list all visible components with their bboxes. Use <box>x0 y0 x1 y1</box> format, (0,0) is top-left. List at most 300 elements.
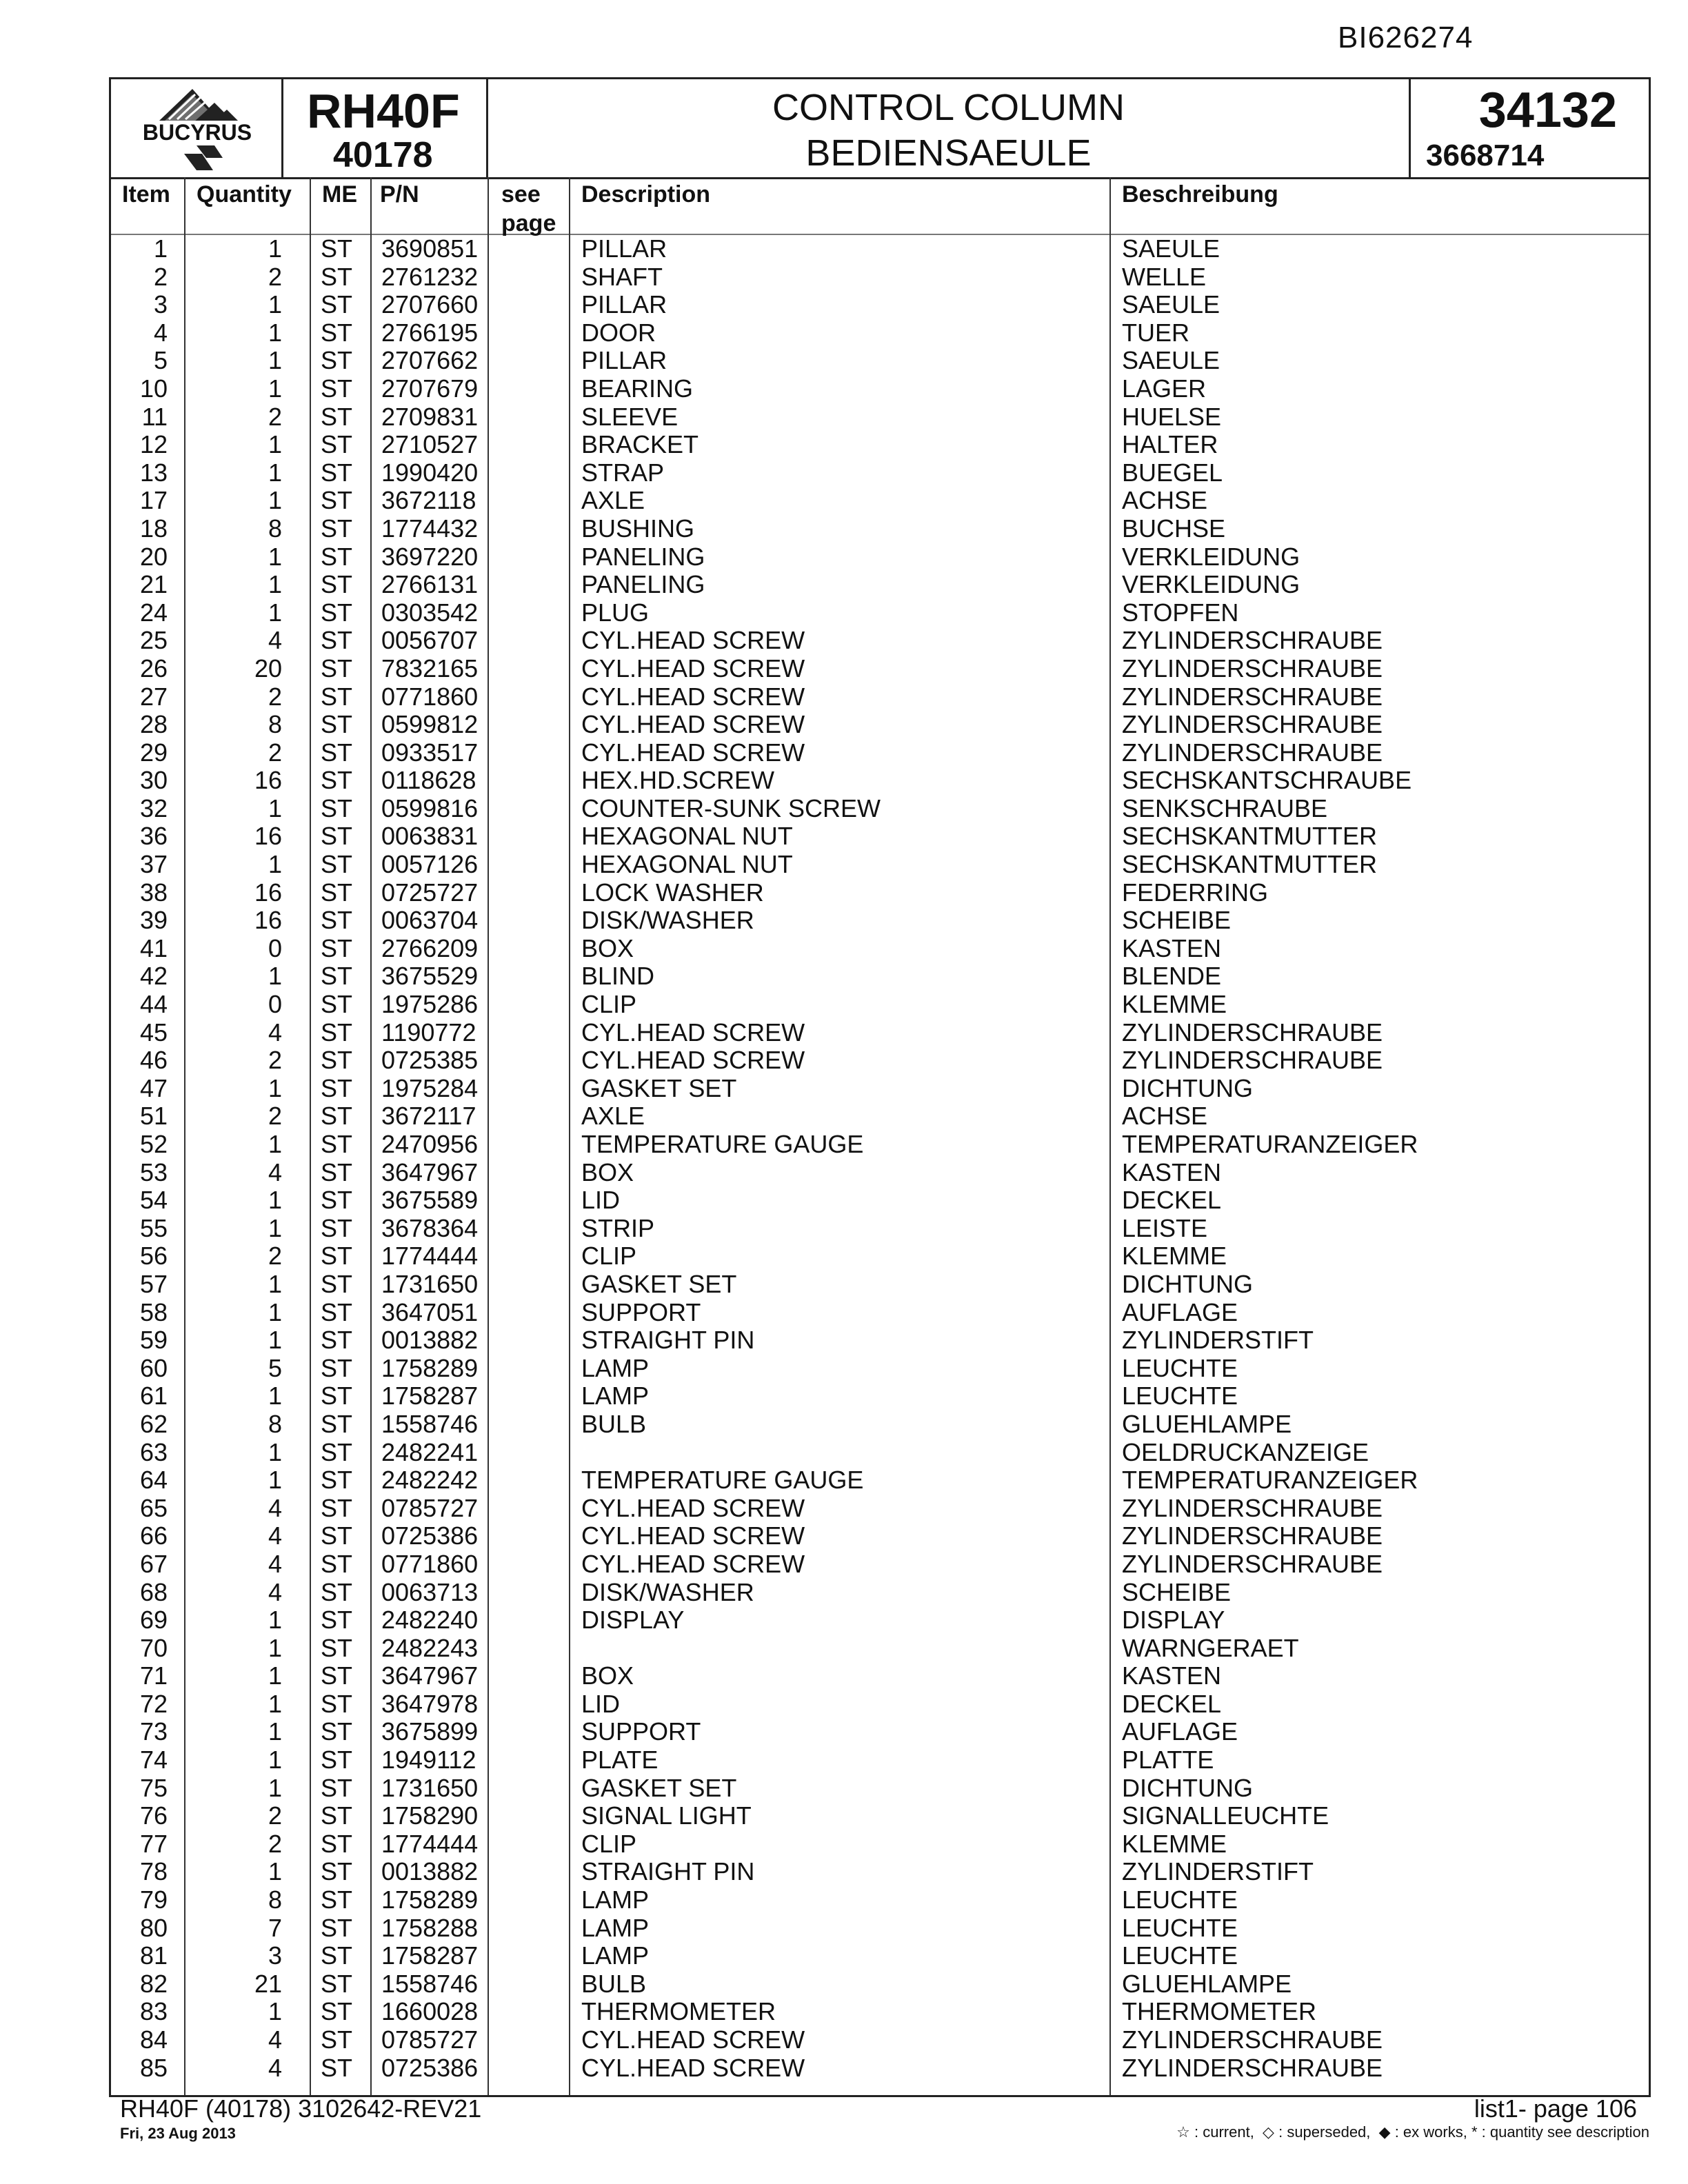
beschreibung: DISPLAY <box>1122 1606 1225 1635</box>
part-number: 3678364 <box>381 1213 479 1242</box>
description: CYL.HEAD SCREW <box>581 654 805 682</box>
quantity: 4 <box>268 2025 282 2054</box>
col-me: ME <box>322 181 357 208</box>
beschreibung: FEDERRING <box>1122 878 1269 907</box>
description: DISK/WASHER <box>581 906 754 935</box>
quantity: 2 <box>268 402 282 431</box>
table-row <box>111 1075 1649 1103</box>
description: CLIP <box>581 990 637 1019</box>
beschreibung: KLEMME <box>1122 1829 1227 1858</box>
quantity: 1 <box>268 598 282 627</box>
part-number: 3675899 <box>381 1717 479 1746</box>
quantity: 2 <box>268 1242 282 1271</box>
description: SUPPORT <box>581 1297 701 1326</box>
description: SUPPORT <box>581 1717 701 1746</box>
beschreibung: LEUCHTE <box>1122 1913 1238 1942</box>
unit: ST <box>321 822 353 851</box>
table-row <box>111 627 1649 655</box>
unit: ST <box>321 766 353 795</box>
table-row <box>111 1970 1649 1999</box>
beschreibung: SCHEIBE <box>1122 906 1232 935</box>
quantity: 1 <box>268 962 282 991</box>
model-cell <box>283 79 488 177</box>
group-number-cell <box>1411 79 1649 177</box>
description: CYL.HEAD SCREW <box>581 1018 805 1046</box>
item-number: 45 <box>139 1018 168 1046</box>
beschreibung: SENKSCHRAUBE <box>1122 793 1328 822</box>
quantity: 8 <box>268 1409 282 1438</box>
quantity: 20 <box>254 654 282 682</box>
item-number: 77 <box>139 1829 168 1858</box>
star-icon: ☆ <box>1176 2123 1190 2141</box>
part-number: 3647967 <box>381 1661 479 1690</box>
description: GASKET SET <box>581 1073 737 1102</box>
quantity: 1 <box>268 234 282 263</box>
part-number: 2482242 <box>381 1466 479 1495</box>
beschreibung: BLENDE <box>1122 962 1222 991</box>
beschreibung: ZYLINDERSCHRAUBE <box>1122 1521 1383 1550</box>
header-band <box>111 79 1649 179</box>
part-number: 1975286 <box>381 990 479 1019</box>
item-number: 3 <box>153 290 168 319</box>
table-row <box>111 1046 1649 1075</box>
quantity: 1 <box>268 290 282 319</box>
table-row <box>111 1775 1649 1803</box>
quantity: 2 <box>268 1829 282 1858</box>
part-number: 2766195 <box>381 318 479 347</box>
unit: ST <box>321 878 353 907</box>
description: DISPLAY <box>581 1606 685 1635</box>
table-row <box>111 1102 1649 1131</box>
beschreibung: GLUEHLAMPE <box>1122 1969 1292 1998</box>
description: BOX <box>581 933 634 962</box>
unit: ST <box>321 1409 353 1438</box>
part-number: 0725727 <box>381 878 479 907</box>
description: PANELING <box>581 570 705 599</box>
item-number: 10 <box>139 374 168 403</box>
table-row <box>111 1159 1649 1187</box>
unit: ST <box>321 850 353 879</box>
beschreibung: DECKEL <box>1122 1186 1222 1215</box>
item-number: 17 <box>139 486 168 515</box>
description: CYL.HEAD SCREW <box>581 2025 805 2054</box>
unit: ST <box>321 1353 353 1382</box>
item-number: 37 <box>139 850 168 879</box>
quantity: 5 <box>268 1353 282 1382</box>
item-number: 20 <box>139 542 168 571</box>
quantity: 1 <box>268 318 282 347</box>
description: BLIND <box>581 962 655 991</box>
table-row <box>111 2054 1649 2083</box>
table-row <box>111 795 1649 823</box>
description: STRIP <box>581 1213 655 1242</box>
table-row <box>111 1886 1649 1914</box>
part-number: 0599816 <box>381 793 479 822</box>
quantity: 1 <box>268 1130 282 1158</box>
description: HEXAGONAL NUT <box>581 822 793 851</box>
beschreibung: AUFLAGE <box>1122 1717 1238 1746</box>
beschreibung: ZYLINDERSCHRAUBE <box>1122 626 1383 655</box>
part-number: 1758289 <box>381 1885 479 1914</box>
item-number: 85 <box>139 2053 168 2082</box>
table-row <box>111 543 1649 572</box>
part-number: 2761232 <box>381 262 479 291</box>
part-number: 0056707 <box>381 626 479 655</box>
quantity: 4 <box>268 1549 282 1578</box>
beschreibung: KLEMME <box>1122 1242 1227 1271</box>
description: LAMP <box>581 1913 650 1942</box>
table-row <box>111 822 1649 851</box>
item-number: 65 <box>139 1493 168 1522</box>
quantity: 1 <box>268 1997 282 2026</box>
description: GASKET SET <box>581 1269 737 1298</box>
table-row <box>111 1186 1649 1215</box>
beschreibung: TEMPERATURANZEIGER <box>1122 1466 1418 1495</box>
table-row <box>111 1466 1649 1495</box>
unit: ST <box>321 793 353 822</box>
unit: ST <box>321 626 353 655</box>
quantity: 1 <box>268 1269 282 1298</box>
description: PILLAR <box>581 346 667 375</box>
description: HEXAGONAL NUT <box>581 850 793 879</box>
table-row <box>111 459 1649 487</box>
quantity: 1 <box>268 1689 282 1718</box>
part-number: 0063713 <box>381 1577 479 1606</box>
unit: ST <box>321 906 353 935</box>
quantity: 1 <box>268 542 282 571</box>
unit: ST <box>321 1941 353 1970</box>
quantity: 2 <box>268 738 282 767</box>
part-number: 2482243 <box>381 1633 479 1662</box>
beschreibung: KASTEN <box>1122 933 1222 962</box>
beschreibung: STOPFEN <box>1122 598 1239 627</box>
item-number: 81 <box>139 1941 168 1970</box>
part-number: 7832165 <box>381 654 479 682</box>
description: DOOR <box>581 318 656 347</box>
quantity: 1 <box>268 570 282 599</box>
description: STRAIGHT PIN <box>581 1857 755 1886</box>
description: LOCK WASHER <box>581 878 764 907</box>
description: AXLE <box>581 486 645 515</box>
description: GASKET SET <box>581 1773 737 1802</box>
unit: ST <box>321 234 353 263</box>
unit: ST <box>321 542 353 571</box>
quantity: 16 <box>254 766 282 795</box>
quantity: 16 <box>254 878 282 907</box>
unit: ST <box>321 1801 353 1830</box>
description: STRAP <box>581 458 665 487</box>
beschreibung: LEISTE <box>1122 1213 1208 1242</box>
item-number: 68 <box>139 1577 168 1606</box>
part-number: 2707660 <box>381 290 479 319</box>
unit: ST <box>321 962 353 991</box>
table-row <box>111 1439 1649 1467</box>
part-number: 1660028 <box>381 1997 479 2026</box>
legend-current: : current, <box>1194 2123 1254 2141</box>
beschreibung: PLATTE <box>1122 1746 1214 1775</box>
beschreibung: LEUCHTE <box>1122 1885 1238 1914</box>
quantity: 1 <box>268 1297 282 1326</box>
unit: ST <box>321 1242 353 1271</box>
quantity: 16 <box>254 906 282 935</box>
part-number: 1758287 <box>381 1941 479 1970</box>
table-row <box>111 1830 1649 1859</box>
item-number: 56 <box>139 1242 168 1271</box>
quantity: 1 <box>268 1717 282 1746</box>
description: LAMP <box>581 1382 650 1410</box>
col-item: Item <box>122 181 170 208</box>
title-cell <box>488 79 1411 177</box>
beschreibung: KASTEN <box>1122 1157 1222 1186</box>
part-number: 1975284 <box>381 1073 479 1102</box>
col-quantity: Quantity <box>197 181 292 208</box>
unit: ST <box>321 990 353 1019</box>
unit: ST <box>321 458 353 487</box>
sub-number: 3668714 <box>1426 139 1545 172</box>
description: BEARING <box>581 374 694 403</box>
table-row <box>111 515 1649 543</box>
table-row <box>111 1858 1649 1886</box>
open-diamond-icon: ◇ <box>1258 2123 1274 2141</box>
beschreibung: LEUCHTE <box>1122 1382 1238 1410</box>
table-row <box>111 711 1649 739</box>
unit: ST <box>321 1326 353 1355</box>
part-number: 2709831 <box>381 402 479 431</box>
footer-page: list1- page 106 <box>1474 2094 1637 2123</box>
part-number: 2707679 <box>381 374 479 403</box>
description: BOX <box>581 1661 634 1690</box>
column-headers <box>111 177 1649 235</box>
table-row <box>111 1635 1649 1663</box>
quantity: 1 <box>268 1773 282 1802</box>
logo-wordmark: BUCYRUS <box>142 120 252 145</box>
table-row <box>111 962 1649 991</box>
part-number: 1774432 <box>381 514 479 543</box>
beschreibung: THERMOMETER <box>1122 1997 1316 2026</box>
item-number: 30 <box>139 766 168 795</box>
part-number: 2707662 <box>381 346 479 375</box>
part-number: 0063704 <box>381 906 479 935</box>
quantity: 4 <box>268 1521 282 1550</box>
unit: ST <box>321 1437 353 1466</box>
title-german: BEDIENSAEULE <box>805 132 1092 174</box>
table-row <box>111 655 1649 683</box>
quantity: 0 <box>268 990 282 1019</box>
quantity: 1 <box>268 1437 282 1466</box>
part-number: 3647978 <box>381 1689 479 1718</box>
description: PLUG <box>581 598 650 627</box>
description: BULB <box>581 1409 647 1438</box>
part-number: 1758287 <box>381 1382 479 1410</box>
beschreibung: ZYLINDERSCHRAUBE <box>1122 710 1383 739</box>
table-row <box>111 487 1649 515</box>
table-row <box>111 431 1649 459</box>
quantity: 0 <box>268 933 282 962</box>
item-number: 71 <box>139 1661 168 1690</box>
beschreibung: ZYLINDERSCHRAUBE <box>1122 2025 1383 2054</box>
quantity: 2 <box>268 682 282 711</box>
description: CYL.HEAD SCREW <box>581 1549 805 1578</box>
description: CLIP <box>581 1242 637 1271</box>
description: LID <box>581 1186 621 1215</box>
table-row <box>111 1606 1649 1635</box>
table-row <box>111 599 1649 627</box>
item-number: 83 <box>139 1997 168 2026</box>
item-number: 26 <box>139 654 168 682</box>
group-number: 34132 <box>1478 83 1617 138</box>
part-number: 0057126 <box>381 850 479 879</box>
description: TEMPERATURE GAUGE <box>581 1466 864 1495</box>
quantity: 2 <box>268 1801 282 1830</box>
table-row <box>111 1662 1649 1690</box>
description: CYL.HEAD SCREW <box>581 2053 805 2082</box>
quantity: 4 <box>268 1157 282 1186</box>
unit: ST <box>321 598 353 627</box>
part-number: 0785727 <box>381 1493 479 1522</box>
item-number: 84 <box>139 2025 168 2054</box>
beschreibung: SAEULE <box>1122 234 1220 263</box>
quantity: 2 <box>268 1102 282 1131</box>
table-row <box>111 1355 1649 1383</box>
unit: ST <box>321 1829 353 1858</box>
beschreibung: ZYLINDERSCHRAUBE <box>1122 1549 1383 1578</box>
logo-cell <box>111 79 283 177</box>
unit: ST <box>321 1213 353 1242</box>
item-number: 59 <box>139 1326 168 1355</box>
unit: ST <box>321 1633 353 1662</box>
item-number: 79 <box>139 1885 168 1914</box>
table-row <box>111 1326 1649 1355</box>
description: DISK/WASHER <box>581 1577 754 1606</box>
quantity: 8 <box>268 1885 282 1914</box>
footer-legend <box>1176 2123 1649 2141</box>
table-row <box>111 1942 1649 1970</box>
beschreibung: OELDRUCKANZEIGE <box>1122 1437 1369 1466</box>
description: PLATE <box>581 1746 659 1775</box>
item-number: 39 <box>139 906 168 935</box>
unit: ST <box>321 430 353 459</box>
description: CYL.HEAD SCREW <box>581 738 805 767</box>
description: SHAFT <box>581 262 663 291</box>
part-number: 3675589 <box>381 1186 479 1215</box>
beschreibung: DICHTUNG <box>1122 1269 1253 1298</box>
item-number: 73 <box>139 1717 168 1746</box>
description: CLIP <box>581 1829 637 1858</box>
table-row <box>111 2026 1649 2054</box>
table-row <box>111 571 1649 599</box>
unit: ST <box>321 290 353 319</box>
unit: ST <box>321 1969 353 1998</box>
unit: ST <box>321 2053 353 2082</box>
description: BOX <box>581 1157 634 1186</box>
model-number: 40178 <box>333 135 433 175</box>
table-row <box>111 1271 1649 1299</box>
filled-diamond-icon: ◆ <box>1374 2123 1391 2141</box>
description: CYL.HEAD SCREW <box>581 626 805 655</box>
table-row <box>111 1019 1649 1047</box>
table-row <box>111 1522 1649 1550</box>
description: PILLAR <box>581 234 667 263</box>
description: BULB <box>581 1969 647 1998</box>
unit: ST <box>321 1746 353 1775</box>
table-row <box>111 1802 1649 1830</box>
description: CYL.HEAD SCREW <box>581 1493 805 1522</box>
part-number: 2482240 <box>381 1606 479 1635</box>
col-page-label: page <box>501 210 556 236</box>
item-number: 61 <box>139 1382 168 1410</box>
part-number: 1758289 <box>381 1353 479 1382</box>
document-id: BI626274 <box>1338 21 1474 54</box>
item-number: 1 <box>153 234 168 263</box>
table-row <box>111 1998 1649 2026</box>
table-row <box>111 1718 1649 1746</box>
description: STRAIGHT PIN <box>581 1326 755 1355</box>
unit: ST <box>321 1997 353 2026</box>
quantity: 4 <box>268 1018 282 1046</box>
beschreibung: SAEULE <box>1122 346 1220 375</box>
item-number: 67 <box>139 1549 168 1578</box>
table-row <box>111 1299 1649 1327</box>
part-number: 0725386 <box>381 2053 479 2082</box>
part-number: 1558746 <box>381 1969 479 1998</box>
unit: ST <box>321 514 353 543</box>
unit: ST <box>321 318 353 347</box>
beschreibung: AUFLAGE <box>1122 1297 1238 1326</box>
description: CYL.HEAD SCREW <box>581 1521 805 1550</box>
quantity: 1 <box>268 1606 282 1635</box>
quantity: 16 <box>254 822 282 851</box>
unit: ST <box>321 1661 353 1690</box>
unit: ST <box>321 486 353 515</box>
quantity: 1 <box>268 1186 282 1215</box>
table-row <box>111 907 1649 935</box>
item-number: 2 <box>153 262 168 291</box>
col-description: Description <box>581 181 711 208</box>
part-number: 1774444 <box>381 1829 479 1858</box>
table-row <box>111 375 1649 403</box>
item-number: 13 <box>139 458 168 487</box>
quantity: 7 <box>268 1913 282 1942</box>
part-number: 0771860 <box>381 682 479 711</box>
item-number: 80 <box>139 1913 168 1942</box>
part-number: 3672117 <box>381 1102 476 1131</box>
table-row <box>111 1382 1649 1410</box>
unit: ST <box>321 1382 353 1410</box>
table-row <box>111 1495 1649 1523</box>
table-row <box>111 1131 1649 1159</box>
description: TEMPERATURE GAUGE <box>581 1130 864 1158</box>
part-number: 2482241 <box>381 1437 479 1466</box>
item-number: 28 <box>139 710 168 739</box>
col-see-label: see <box>501 181 541 208</box>
legend-ex-works: : ex works, <box>1394 2123 1467 2141</box>
unit: ST <box>321 1186 353 1215</box>
quantity: 4 <box>268 1577 282 1606</box>
item-number: 62 <box>139 1409 168 1438</box>
part-number: 0599812 <box>381 710 479 739</box>
table-row <box>111 739 1649 767</box>
beschreibung: ZYLINDERSCHRAUBE <box>1122 1018 1383 1046</box>
beschreibung: SAEULE <box>1122 290 1220 319</box>
beschreibung: WARNGERAET <box>1122 1633 1299 1662</box>
table-row <box>111 1914 1649 1943</box>
table-row <box>111 1215 1649 1243</box>
table-row <box>111 851 1649 879</box>
item-number: 29 <box>139 738 168 767</box>
part-number: 2710527 <box>381 430 479 459</box>
item-number: 55 <box>139 1213 168 1242</box>
part-number: 0785727 <box>381 2025 479 2054</box>
